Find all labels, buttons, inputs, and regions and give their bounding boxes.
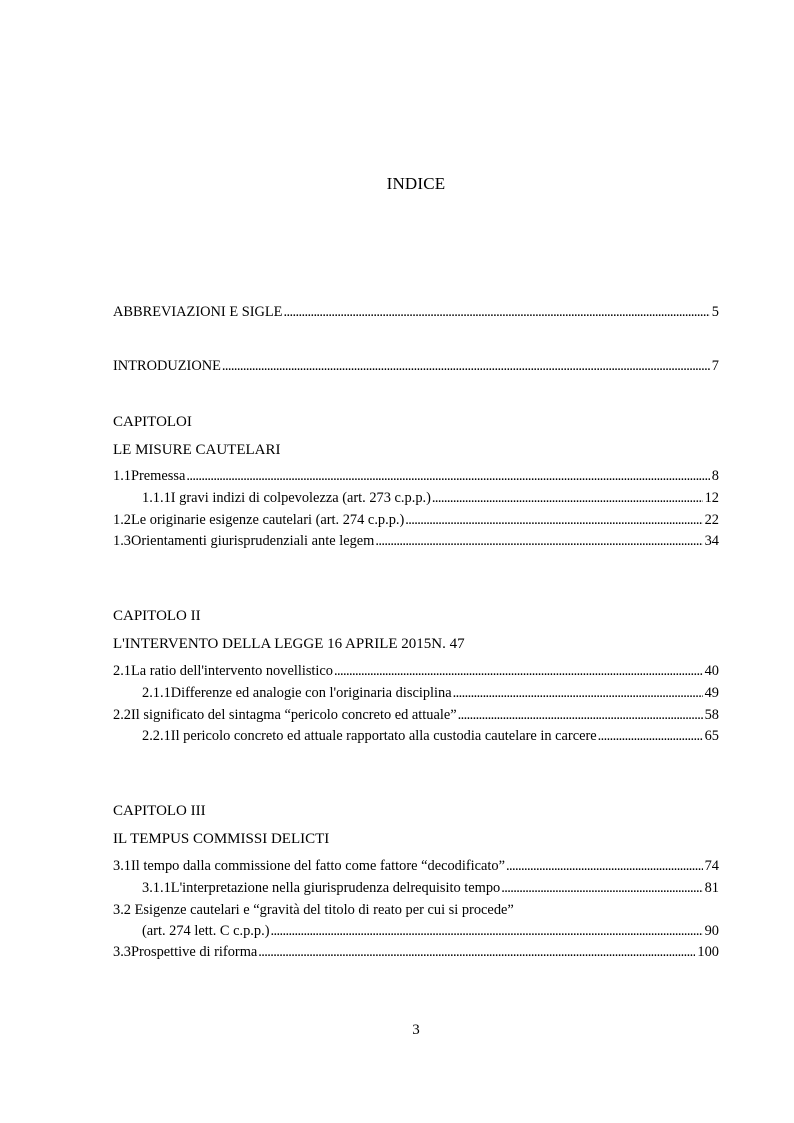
toc-entry-number: 2.1.1 xyxy=(142,685,171,701)
toc-entry[interactable] xyxy=(113,532,719,550)
toc-entry-label: Prospettive di riforma xyxy=(131,944,258,960)
toc-entry-label: ABBREVIAZIONI E SIGLE xyxy=(113,304,283,320)
toc-entry-page: 90 xyxy=(704,923,719,939)
toc-entry-number: 2.1 xyxy=(113,663,131,679)
toc-entry-page: 12 xyxy=(704,490,719,506)
toc-leader-dots xyxy=(283,303,709,321)
toc-leader-dots xyxy=(432,489,703,507)
toc-entry[interactable] xyxy=(142,489,719,507)
page-title: INDICE xyxy=(386,174,446,193)
toc-entry-page: 7 xyxy=(711,358,719,374)
toc-entry-number: 1.2 xyxy=(113,512,131,528)
toc-leader-dots xyxy=(506,857,703,875)
toc-entry-introduzione[interactable] xyxy=(113,357,719,375)
toc-entry[interactable] xyxy=(113,706,719,724)
toc-entry-page: 74 xyxy=(704,858,719,874)
toc-entry[interactable] xyxy=(113,467,719,485)
toc-entry-number: 3.1.1 xyxy=(142,880,171,896)
toc-entry-label: Esigenze cautelari e “gravità del titolo di reato per cui si procede” xyxy=(134,902,514,918)
toc-entry[interactable] xyxy=(113,943,719,961)
toc-entry-page: 65 xyxy=(704,728,719,744)
toc-entry-number: 1.3 xyxy=(113,533,131,549)
toc-entry-label: Il tempo dalla commissione del fatto come fattore “decodificato” xyxy=(131,858,506,874)
toc-entry[interactable] xyxy=(113,662,719,680)
toc-entry-label: Il pericolo concreto ed attuale rapportato alla custodia cautelare in carcere xyxy=(170,728,597,744)
toc-entry[interactable] xyxy=(113,857,719,875)
toc-entry-number: 3.2 xyxy=(113,902,131,918)
toc-entry-label: Orientamenti giurisprudenziali ante legem xyxy=(131,533,375,549)
toc-entry-number: 3.3 xyxy=(113,944,131,960)
chapter-heading: CAPITOLO III xyxy=(113,803,206,819)
toc-entry-label: Il significato del sintagma “pericolo concreto ed attuale” xyxy=(131,707,457,723)
toc-leader-dots xyxy=(222,357,710,375)
toc-entry-page: 34 xyxy=(704,533,719,549)
toc-entry-label: I gravi indizi di colpevolezza (art. 273 c.p.p.) xyxy=(170,490,431,506)
toc-entry[interactable] xyxy=(142,727,719,745)
chapter-heading: CAPITOLOI xyxy=(113,414,192,430)
toc-leader-dots xyxy=(271,922,703,940)
toc-leader-dots xyxy=(375,532,702,550)
toc-entry-page: 100 xyxy=(697,944,719,960)
toc-entry[interactable] xyxy=(113,901,514,919)
toc-entry-page: 5 xyxy=(711,304,719,320)
toc-entry-abbreviazioni[interactable] xyxy=(113,303,719,321)
toc-entry-continuation[interactable] xyxy=(142,922,719,940)
toc-leader-dots xyxy=(186,467,709,485)
toc-entry-label: (art. 274 lett. C c.p.p.) xyxy=(142,923,270,939)
toc-entry-label: La ratio dell'intervento novellistico xyxy=(131,663,334,679)
chapter-subtitle: IL TEMPUS COMMISSI DELICTI xyxy=(113,831,330,847)
toc-leader-dots xyxy=(334,662,703,680)
table-of-contents xyxy=(113,0,719,1123)
toc-entry-number: 2.2.1 xyxy=(142,728,171,744)
toc-entry-label: Le originarie esigenze cautelari (art. 274 c.p.p.) xyxy=(131,512,405,528)
toc-leader-dots xyxy=(458,706,703,724)
toc-entry-number: 1.1.1 xyxy=(142,490,171,506)
chapter-heading: CAPITOLO II xyxy=(113,608,201,624)
toc-leader-dots xyxy=(405,511,702,529)
toc-leader-dots xyxy=(453,684,703,702)
toc-entry-page: 58 xyxy=(704,707,719,723)
toc-entry-label: Differenze ed analogie con l'originaria disciplina xyxy=(170,685,452,701)
toc-entry-page: 8 xyxy=(711,468,719,484)
toc-entry[interactable] xyxy=(142,684,719,702)
toc-entry[interactable] xyxy=(142,879,719,897)
toc-entry-page: 22 xyxy=(704,512,719,528)
toc-entry-page: 81 xyxy=(704,880,719,896)
toc-entry-number: 2.2 xyxy=(113,707,131,723)
chapter-subtitle: LE MISURE CAUTELARI xyxy=(113,442,281,458)
toc-leader-dots xyxy=(258,943,695,961)
toc-entry-page: 49 xyxy=(704,685,719,701)
toc-entry-label: INTRODUZIONE xyxy=(113,358,221,374)
toc-entry-page: 40 xyxy=(704,663,719,679)
toc-entry-label: L'interpretazione nella giurisprudenza delrequisito tempo xyxy=(170,880,501,896)
chapter-subtitle: L'INTERVENTO DELLA LEGGE 16 APRILE 2015N. 47 xyxy=(113,636,465,652)
page-number: 3 xyxy=(412,1022,420,1038)
toc-entry-number: 3.1 xyxy=(113,858,131,874)
toc-leader-dots xyxy=(598,727,703,745)
toc-leader-dots xyxy=(501,879,702,897)
toc-entry-number: 1.1 xyxy=(113,468,131,484)
toc-entry[interactable] xyxy=(113,511,719,529)
toc-entry-label: Premessa xyxy=(131,468,186,484)
